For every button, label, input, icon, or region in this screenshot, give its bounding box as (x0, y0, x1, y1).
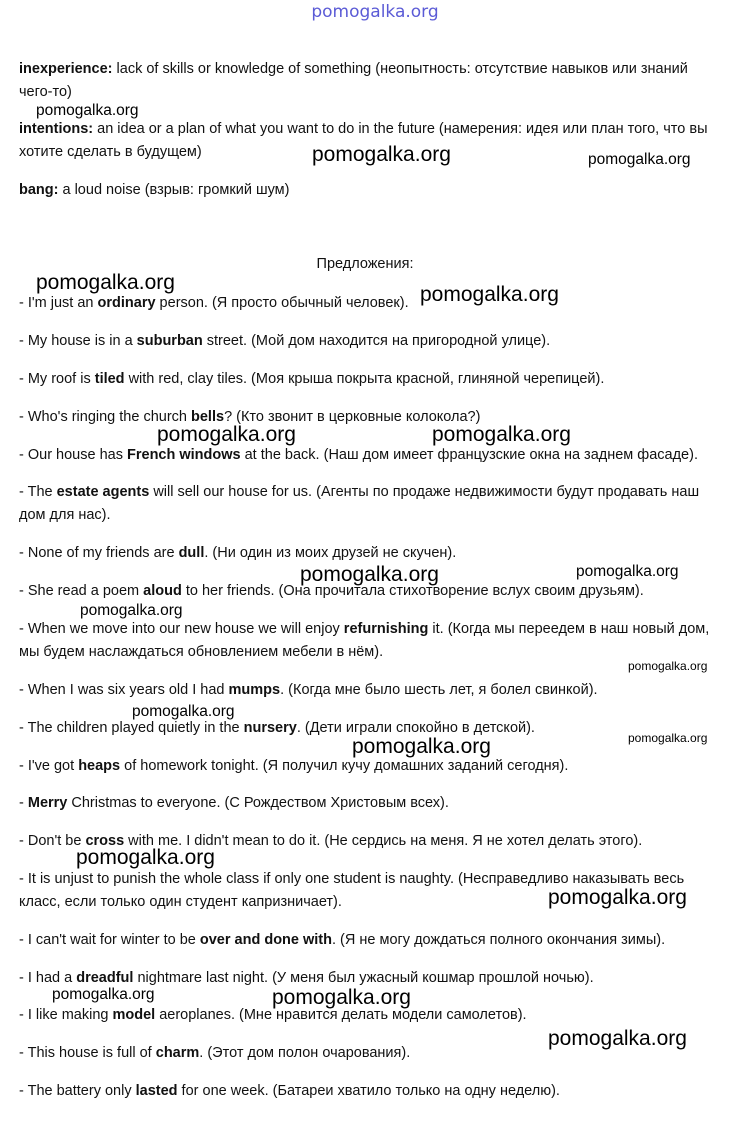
watermark: pomogalka.org (157, 423, 296, 446)
sentence-item: - It is unjust to punish the whole class if only one student is naughty. (Несправедливо наказывать весь класс, если только один студент капризничает). (19, 871, 685, 910)
definition-text: lack of skills or knowledge of something (неопытность: отсутствие навыков или знаний чего-то) (19, 61, 688, 100)
watermark: pomogalka.org (352, 735, 491, 758)
sentence-item: - Don't be cross with me. I didn't mean to do it. (Не сердись на меня. Я не хотел делать этого). (19, 833, 643, 849)
sentences-heading: Предложения: (316, 256, 414, 272)
sentence-item: - My house is in a suburban street. (Мой дом находится на пригородной улице). (19, 333, 551, 349)
watermark: pomogalka.org (628, 659, 708, 673)
sentence-item: - The estate agents will sell our house for us. (Агенты по продаже недвижимости будут продавать наш дом для нас). (19, 484, 700, 523)
watermark: pomogalka.org (312, 143, 451, 166)
sentence-item: - I'm just an ordinary person. (Я просто обычный человек). (19, 295, 409, 311)
sentence-item: - Who's ringing the church bells? (Кто звонит в церковные колокола?) (19, 409, 481, 425)
sentence-item: - I've got heaps of homework tonight. (Я получил кучу домашних заданий сегодня). (19, 758, 569, 774)
definition-text: a loud noise (взрыв: громкий шум) (58, 182, 290, 198)
sentence-item: - The battery only lasted for one week. (Батареи хватило только на одну неделю). (19, 1083, 560, 1099)
watermark: pomogalka.org (76, 846, 215, 869)
watermark: pomogalka.org (588, 151, 691, 168)
sentence-item: - None of my friends are dull. (Ни один из моих друзей не скучен). (19, 545, 457, 561)
definition-inexperience (19, 58, 719, 104)
watermark: pomogalka.org (132, 703, 235, 720)
definition-term: inexperience: (19, 61, 113, 77)
watermark: pomogalka.org (548, 886, 687, 909)
watermark: pomogalka.org (36, 102, 139, 119)
watermark: pomogalka.org (576, 563, 679, 580)
sentence-item: - I had a dreadful nightmare last night. (У меня был ужасный кошмар прошлой ночью). (19, 970, 594, 986)
definition-bang (19, 179, 719, 202)
watermark: pomogalka.org (300, 563, 439, 586)
watermark: pomogalka.org (548, 1027, 687, 1050)
definition-term: bang: (19, 182, 59, 198)
watermark: pomogalka.org (272, 986, 411, 1009)
sentence-item: - I like making model aeroplanes. (Мне нравится делать модели самолетов). (19, 1007, 527, 1023)
watermark: pomogalka.org (432, 423, 571, 446)
sentence-item: - This house is full of charm. (Этот дом полон очарования). (19, 1045, 411, 1061)
watermark: pomogalka.org (80, 602, 183, 619)
sentence-item: - The children played quietly in the nursery. (Дети играли спокойно в детской). (19, 720, 535, 736)
sentence-item: - Our house has French windows at the back. (Наш дом имеет французские окна на заднем фасаде). (19, 447, 698, 463)
header-watermark: pomogalka.org (311, 2, 439, 22)
watermark: pomogalka.org (36, 271, 175, 294)
sentence-item: - When I was six years old I had mumps. (Когда мне было шесть лет, я болел свинкой). (19, 682, 598, 698)
watermark: pomogalka.org (52, 986, 155, 1003)
sentence-item: - My roof is tiled with red, clay tiles. (Моя крыша покрыта красной, глиняной черепицей). (19, 371, 605, 387)
watermark: pomogalka.org (420, 283, 559, 306)
sentence-item: - When we move into our new house we will enjoy refurnishing it. (Когда мы переедем в наш новый дом, мы будем наслаждаться обновлением мебели в нём). (19, 621, 710, 660)
sentence-item: - She read a poem aloud to her friends. (Она прочитала стихотворение вслух своим друзьям). (19, 583, 644, 599)
sentence-item: - I can't wait for winter to be over and done with. (Я не могу дождаться полного окончания зимы). (19, 932, 666, 948)
sentence-item: - Merry Christmas to everyone. (С Рождеством Христовым всех). (19, 795, 449, 811)
definition-term: intentions: (19, 121, 94, 137)
definition-text: an idea or a plan of what you want to do in the future (намерения: идея или план того, что вы хотите сделать в будущем) (19, 121, 708, 160)
watermark: pomogalka.org (628, 731, 708, 745)
